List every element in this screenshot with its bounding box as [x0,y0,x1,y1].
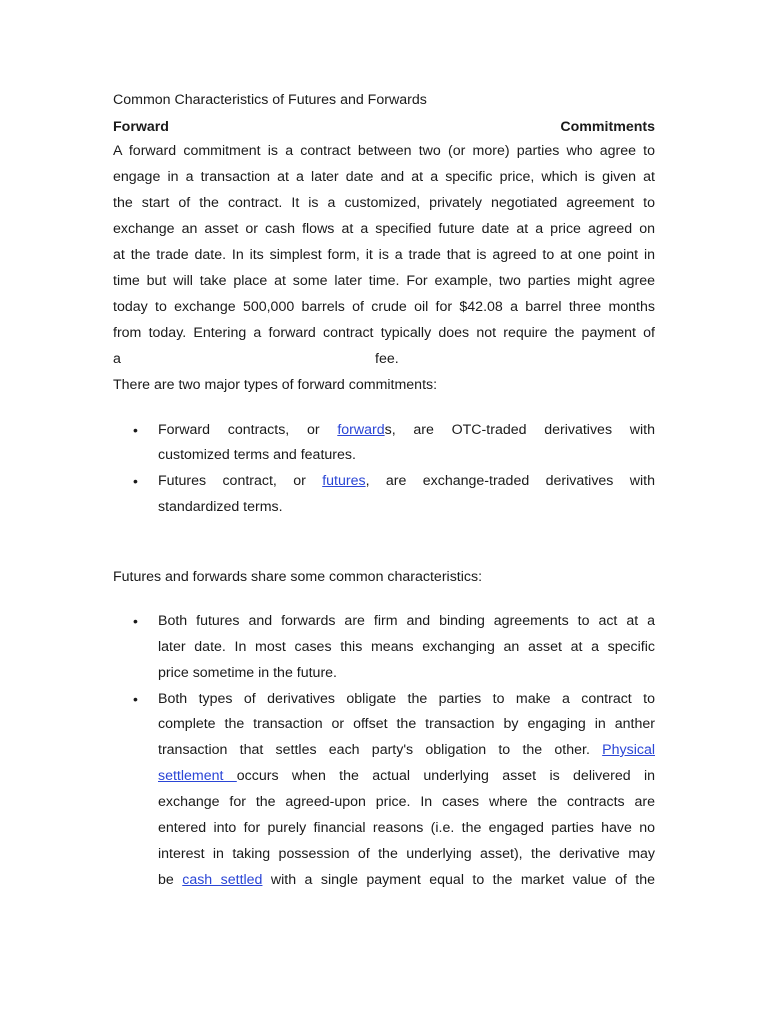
list-text: occurs when the actual underlying asset is delivered in [236,768,655,784]
cash-settled-link[interactable]: cash settled [182,872,263,888]
paragraph-line: engage in a transaction at a later date and at a specific price, which is given at [113,169,655,185]
page-title: Common Characteristics of Futures and Forwards [113,92,427,108]
paragraph-last-left: a [113,351,121,367]
list-text: with a single payment equal to the market value of the [262,872,655,888]
section-heading [113,117,655,137]
paragraph-line: exchange an asset or cash flows at a specified future date at a price agreed on [113,221,655,237]
list-item-line [158,471,655,491]
list-item-line: Both types of derivatives obligate the parties to make a contract to [158,691,655,707]
list-text: transaction that settles each party's obligation to the other. [158,742,603,758]
list-text: Futures contract, or [158,473,323,489]
list-item-line: exchange for the agreed-upon price. In cases where the contracts are [158,794,655,810]
bullet-marker: • [133,691,138,707]
section-heading-left: Forward [113,119,169,135]
list-item-line: standardized terms. [158,499,283,515]
list-item-line: entered into for purely financial reasons (i.e. the engaged parties have no [158,820,655,836]
list-text: be [158,872,183,888]
paragraph-line: from today. Entering a forward contract typically does not require the payment of [113,325,655,341]
types-intro: There are two major types of forward commitments: [113,377,438,393]
physical-settlement-link-cont[interactable]: settlement [158,768,237,784]
list-text: Forward contracts, or [158,422,338,438]
physical-settlement-link[interactable]: Physical [602,742,655,758]
paragraph-line: the start of the contract. It is a customized, privately negotiated agreement to [113,195,655,211]
list-item-line: price sometime in the future. [158,665,337,681]
paragraph-last-right: fee. [375,351,399,367]
paragraph-line: time but will take place at some later time. For example, two parties might agree [113,273,655,289]
bullet-marker: • [133,613,138,629]
paragraph-line: A forward commitment is a contract between two (or more) parties who agree to [113,143,655,159]
list-item-line: complete the transaction or offset the transaction by engaging in anther [158,716,655,732]
common-intro: Futures and forwards share some common characteristics: [113,569,483,585]
list-item-line: later date. In most cases this means exchanging an asset at a specific [158,639,655,655]
futures-link[interactable]: futures [322,473,366,489]
paragraph-line: today to exchange 500,000 barrels of crude oil for $42.08 a barrel three months [113,299,655,315]
list-text: , are exchange-traded derivatives with [365,473,655,489]
list-item-line [158,420,655,440]
list-item-line [158,740,655,760]
list-item-line: interest in taking possession of the underlying asset), the derivative may [158,846,655,862]
section-heading-right: Commitments [560,119,655,135]
forward-link[interactable]: forward [337,422,385,438]
list-item-line [158,870,655,890]
list-item-line: customized terms and features. [158,447,356,463]
list-text: s, are OTC-traded derivatives with [384,422,655,438]
bullet-marker: • [133,473,138,489]
list-item-line [158,766,655,786]
paragraph-line: at the trade date. In its simplest form, it is a trade that is agreed to at one point in [113,247,655,263]
list-item-line: Both futures and forwards are firm and binding agreements to act at a [158,613,655,629]
bullet-marker: • [133,422,138,438]
